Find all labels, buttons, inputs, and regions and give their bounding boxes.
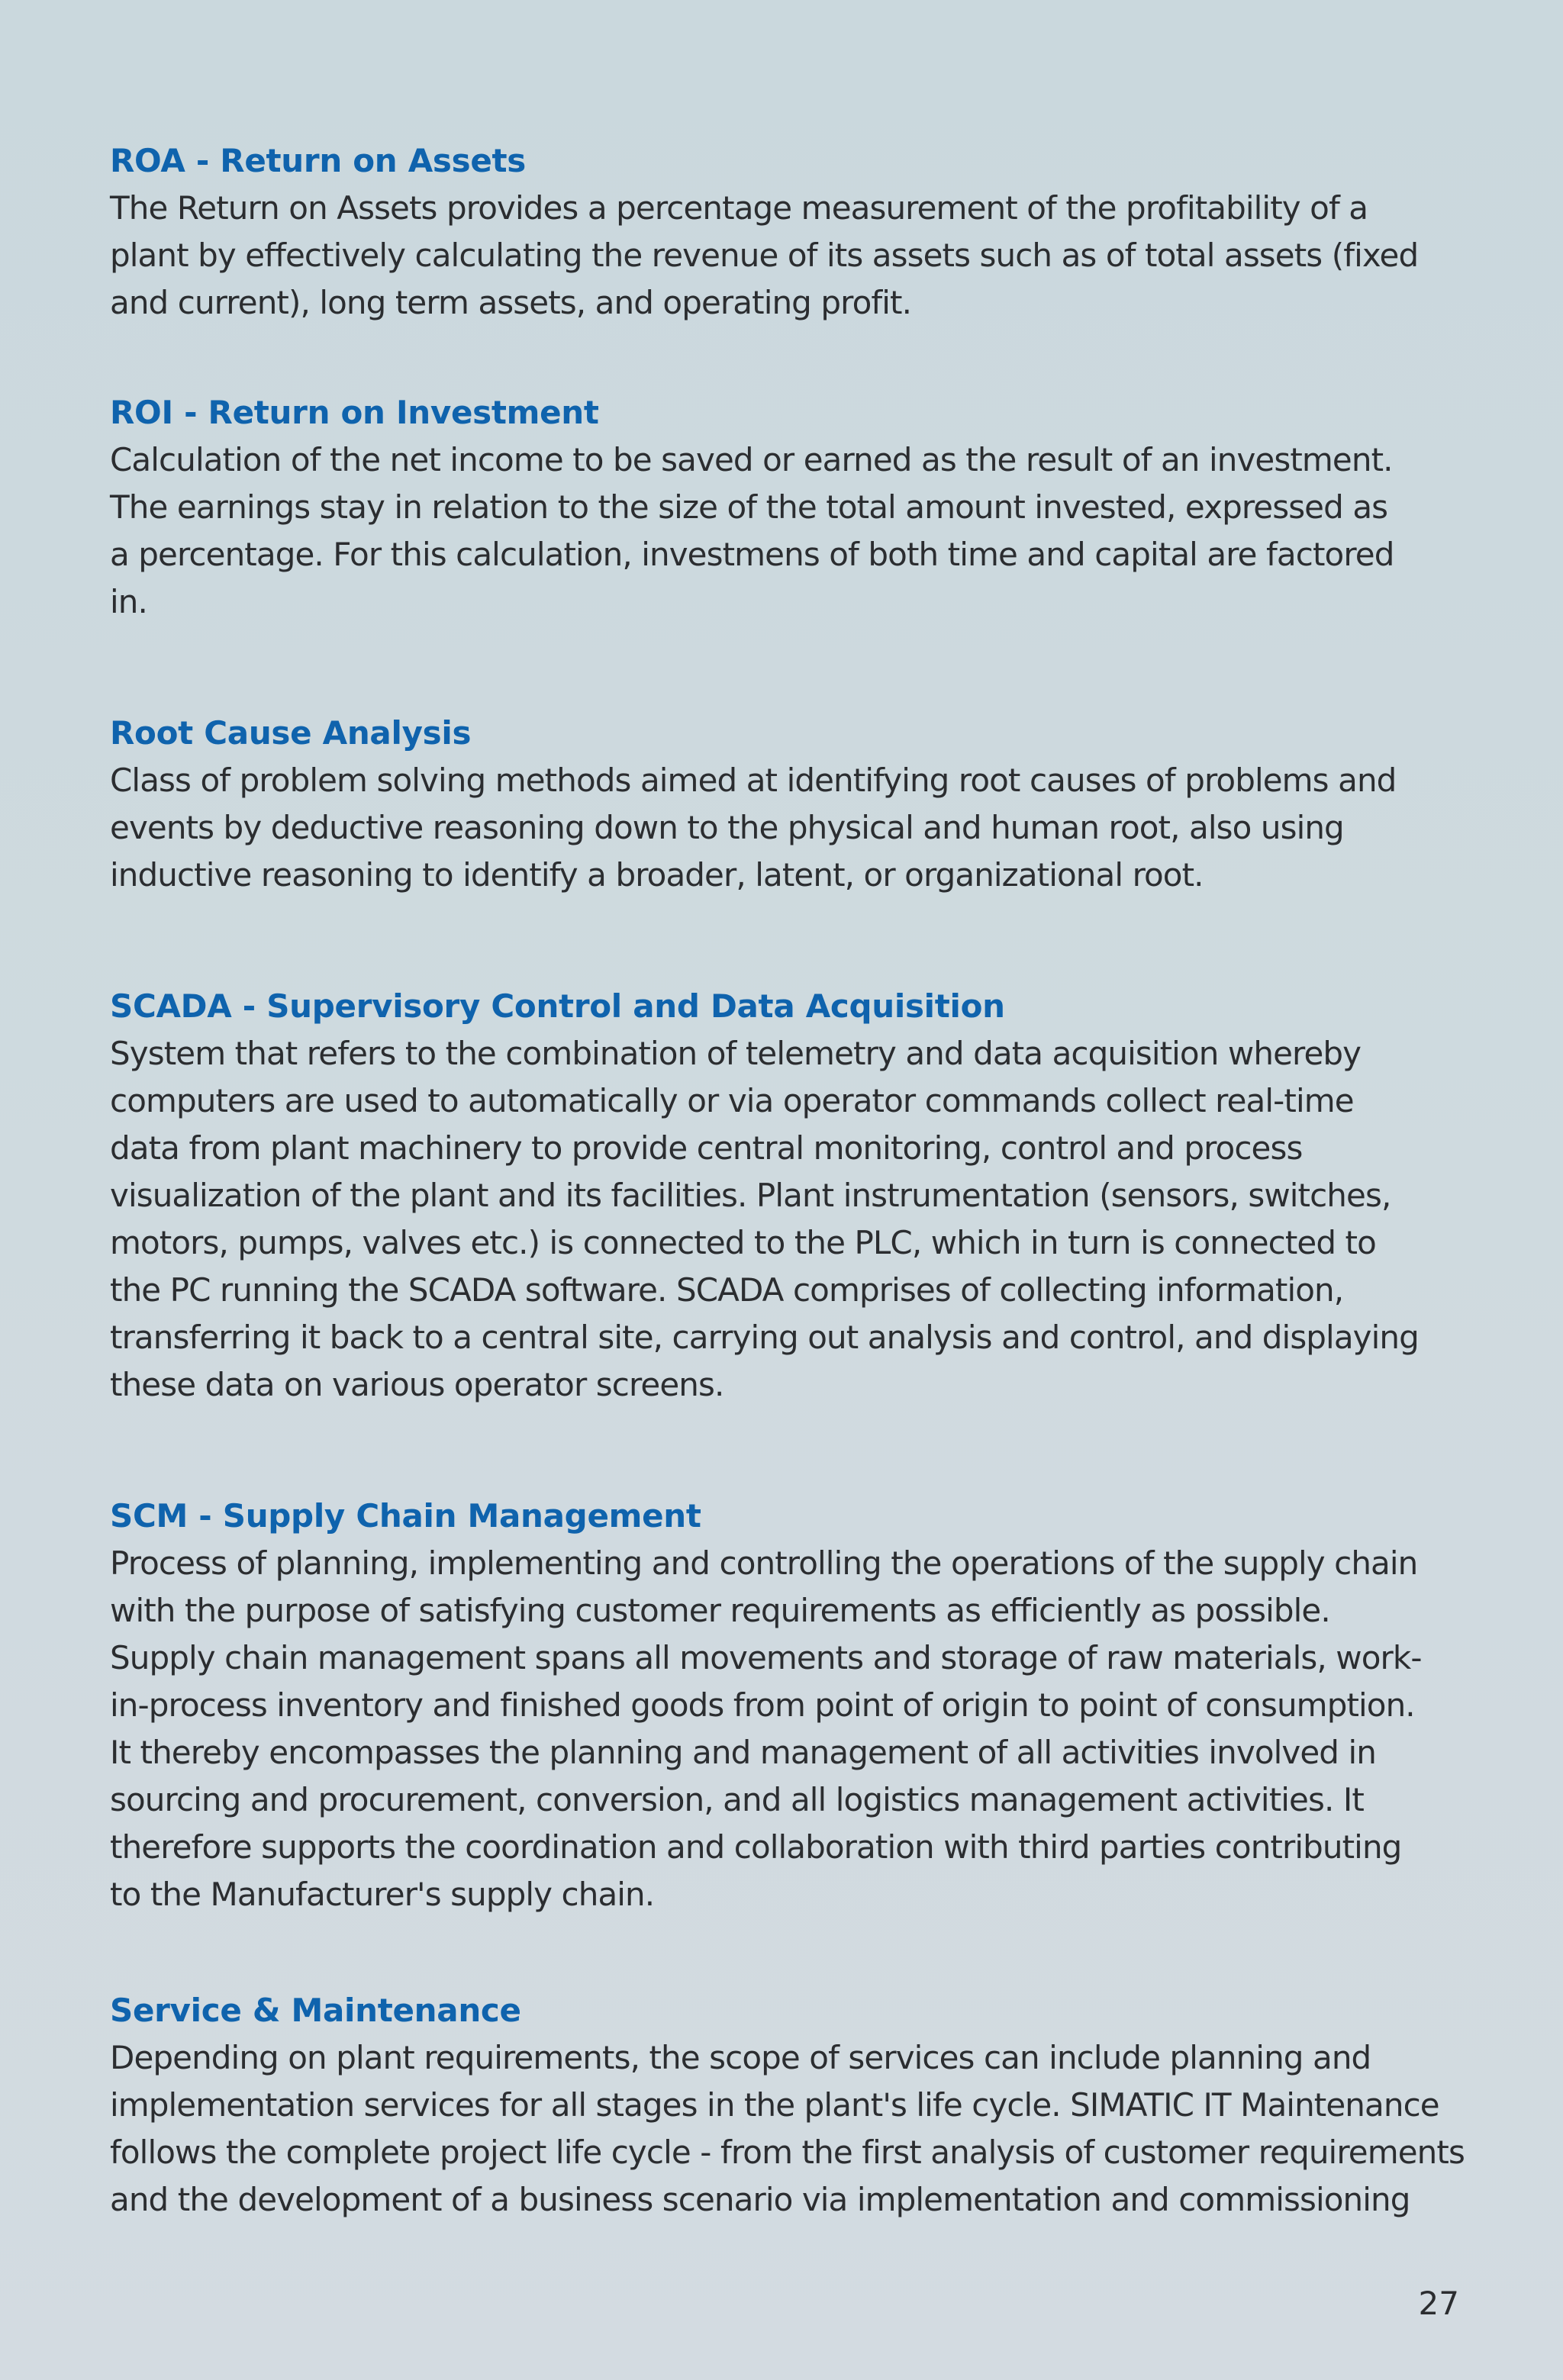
glossary-term: Root Cause Analysis xyxy=(110,714,472,752)
glossary-entry-service-maintenance xyxy=(110,1987,1468,2224)
glossary-entry-scm xyxy=(110,1493,1468,1918)
glossary-page xyxy=(110,137,1468,2224)
glossary-entry-root-cause-analysis xyxy=(110,710,1468,899)
entry-spacer xyxy=(110,1918,1468,1987)
glossary-entry-scada xyxy=(110,983,1468,1409)
glossary-term: ROA - Return on Assets xyxy=(110,142,526,179)
glossary-entry-roi xyxy=(110,389,1468,626)
glossary-term: SCM - Supply Chain Management xyxy=(110,1497,701,1535)
glossary-term: Service & Maintenance xyxy=(110,1992,521,2029)
glossary-definition: Class of problem solving methods aimed at identifying root causes of problems and events by deductive reasoning down to the physical and human root, also using inductive reasoning to identify a broader, latent, or organizational root. xyxy=(110,762,1397,894)
glossary-term: SCADA - Supervisory Control and Data Acquisition xyxy=(110,987,1005,1025)
page-number: 27 xyxy=(1418,2285,1459,2322)
entry-spacer xyxy=(110,626,1468,710)
glossary-definition: Process of planning, implementing and controlling the operations of the supply chain with the purpose of satisfying customer requirements as efficiently as possible. Supply chain management spans all movements and storage of raw materials, work- in-process inventory and finished goods from point of origin to point of consumption. It thereby encompasses the planning and management of all activities involved in sourcing and procurement, conversion, and all logistics management activities. It therefore supports the coordination and collaboration with third parties contributing to the Manufacturer's supply chain. xyxy=(110,1544,1422,1913)
glossary-definition: Depending on plant requirements, the scope of services can include planning and implementation services for all stages in the plant's life cycle. SIMATIC IT Maintenance follows the complete project life cycle - from the first analysis of customer requirements and the development of a business scenario via implementation and commissioning xyxy=(110,2039,1465,2218)
glossary-definition: System that refers to the combination of telemetry and data acquisition whereby computers are used to automatically or via operator commands collect real-time data from plant machinery to provide central monitoring, control and process visualization of the plant and its facilities. Plant instrumentation (sensors, switches, motors, pumps, valves etc.) is connected to the PLC, which in turn is connected to the PC running the SCADA software. SCADA comprises of collecting information, transferring it back to a central site, carrying out analysis and control, and displaying these data on various operator screens. xyxy=(110,1035,1419,1403)
glossary-term: ROI - Return on Investment xyxy=(110,394,599,431)
entry-spacer xyxy=(110,899,1468,983)
glossary-entry-roa xyxy=(110,137,1468,327)
entry-spacer xyxy=(110,327,1468,389)
entry-spacer xyxy=(110,1409,1468,1493)
glossary-definition: Calculation of the net income to be saved or earned as the result of an investment. The earnings stay in relation to the size of the total amount invested, expressed as a percentage. For this calculation, investmens of both time and capital are factored in. xyxy=(110,441,1394,620)
glossary-definition: The Return on Assets provides a percentage measurement of the profitability of a plant by effectively calculating the revenue of its assets such as of total assets (fixed and current), long term assets, and operating profit. xyxy=(110,189,1419,321)
